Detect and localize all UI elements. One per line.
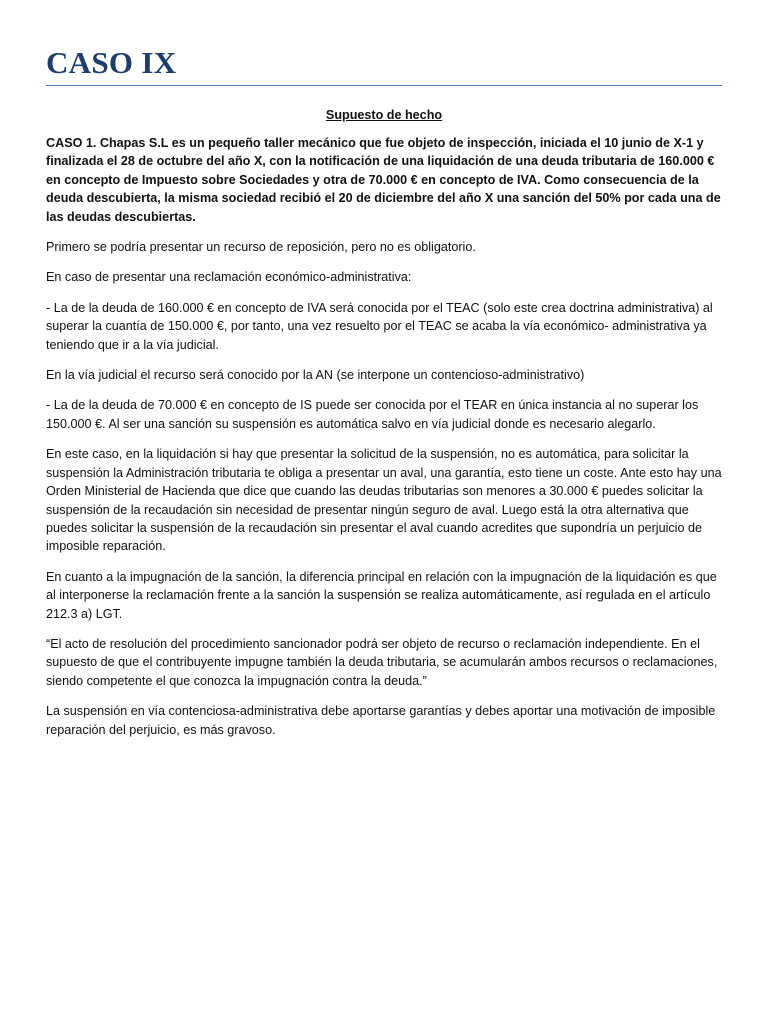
body-paragraph: En este caso, en la liquidación si hay que presentar la solicitud de la suspensión, no es automática, para solicitar la suspensión la Administración tributaria te obliga a presentar un aval, una garantía, esto tiene un coste. Ante esto hay una Orden Ministerial de Hacienda que dice que cuando las deudas tributarias son menores a 30.000 € puedes solicitar la suspensión de la recaudación sin necesidad de presentar ningún seguro de aval. Luego está la otra alternativa que puedes solicitar la suspensión de la recaudación sin presentar el aval cuando acredites que supondría un perjuicio de imposible reparación. — [46, 447, 722, 554]
body-paragraph: Primero se podría presentar un recurso de reposición, pero no es obligatorio. — [46, 240, 476, 255]
body-paragraph: - La de la deuda de 160.000 € en concepto de IVA será conocida por el TEAC (solo este crea doctrina administrativa) al superar la cuantía de 150.000 €, por tanto, una vez resuelto por el TEAC se acaba la vía económico- administrativa ya teniendo que ir a la vía judicial. — [46, 300, 713, 352]
section-subheading: Supuesto de hecho — [325, 108, 443, 122]
title-divider — [46, 85, 722, 86]
case-statement-paragraph: CASO 1. Chapas S.L es un pequeño taller mecánico que fue objeto de inspección, iniciada el 10 junio de X-1 y finalizada el 28 de octubre del año X, con la notificación de una liquidación de una deuda tributaria de 160.000 € en concepto de Impuesto sobre Sociedades y otra de 70.000 € en concepto de IVA. Como consecuencia de la deuda descubierta, la misma sociedad recibió el 20 de diciembre del año X una sanción del 50% por cada una de las deudas descubiertas. — [46, 136, 721, 224]
document-title: CASO IX — [46, 45, 177, 80]
body-paragraph: La suspensión en vía contenciosa-administrativa debe aportarse garantías y debes aportar una motivación de imposible reparación del perjuicio, es más gravoso. — [46, 704, 716, 737]
body-paragraph: En caso de presentar una reclamación económico-administrativa: — [46, 270, 412, 285]
body-paragraph: En cuanto a la impugnación de la sanción, la diferencia principal en relación con la impugnación de la liquidación es que al interponerse la reclamación frente a la sanción la suspensión se realiza automáticamente, así regulada en el artículo 212.3 a) LGT. — [46, 569, 717, 621]
body-paragraph: En la vía judicial el recurso será conocido por la AN (se interpone un contencioso-administrativo) — [46, 368, 585, 383]
body-paragraph: - La de la deuda de 70.000 € en concepto de IS puede ser conocida por el TEAR en única instancia al no superar los 150.000 €. Al ser una sanción su suspensión es automática salvo en vía judicial donde es necesario alegarlo. — [46, 398, 699, 431]
quoted-law-paragraph: “El acto de resolución del procedimiento sancionador podrá ser objeto de recurso o reclamación independiente. En el supuesto de que el contribuyente impugne también la deuda tributaria, se acumularán ambos recursos o reclamaciones, siendo competente el que conozca la impugnación contra la deuda.” — [46, 636, 718, 688]
